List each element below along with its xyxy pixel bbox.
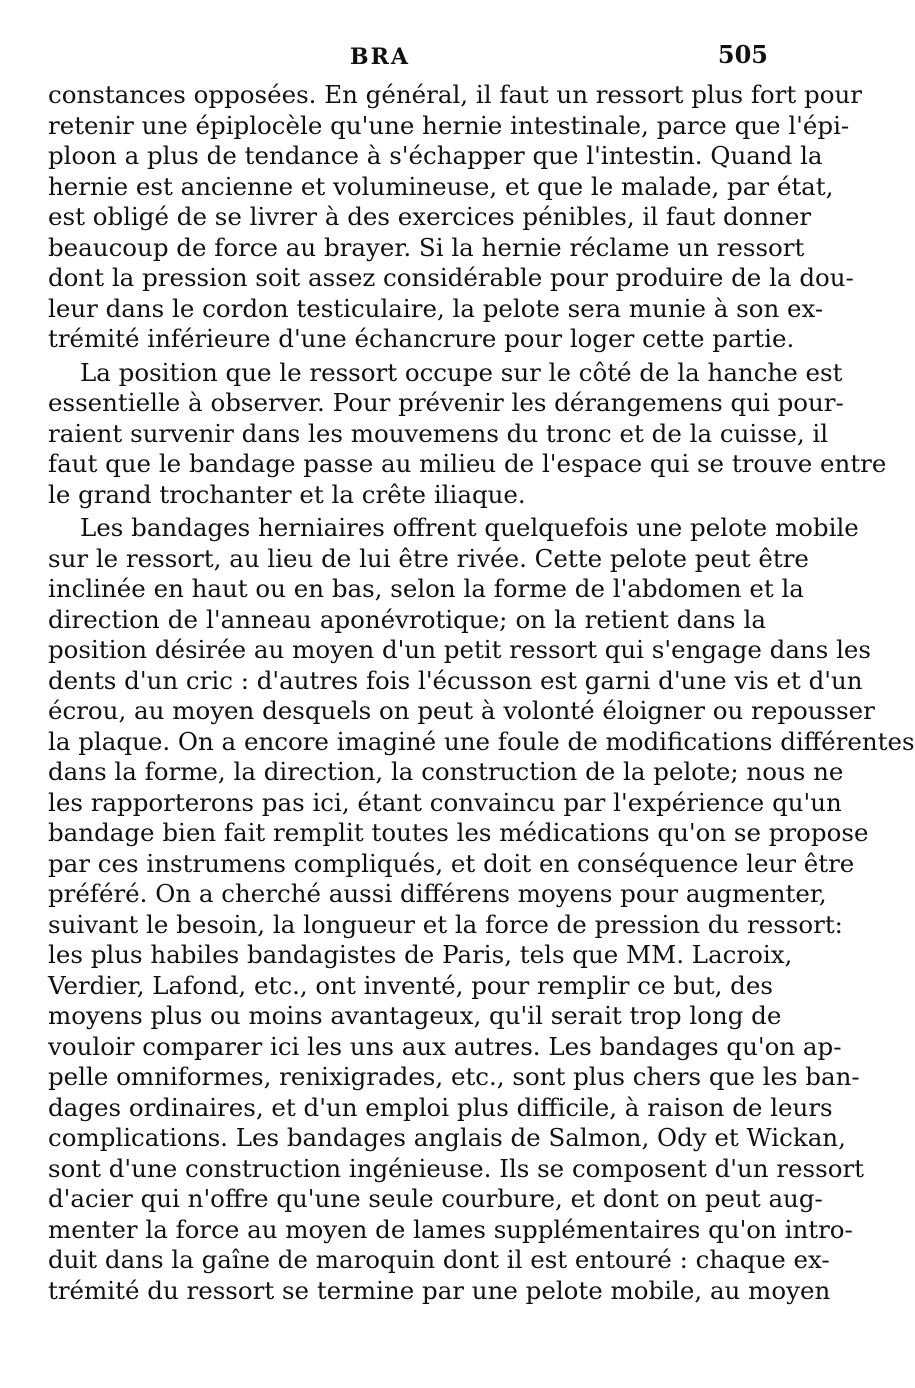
text-line: dents d'un cric : d'autres fois l'écusson est garni d'une vis et d'un bbox=[48, 665, 863, 695]
text-line: constances opposées. En général, il faut un ressort plus fort pour bbox=[48, 80, 862, 109]
paragraph bbox=[48, 80, 862, 355]
page-body bbox=[48, 80, 915, 1306]
page-number: 505 bbox=[717, 40, 768, 69]
text-line: retenir une épiplocèle qu'une hernie intestinale, parce que l'épi- bbox=[48, 110, 850, 140]
text-line: ploon a plus de tendance à s'échapper que l'intestin. Quand la bbox=[48, 141, 823, 170]
text-line: la plaque. On a encore imaginé une foule de modifications différentes bbox=[48, 726, 915, 756]
text-line: dages ordinaires, et d'un emploi plus difficile, à raison de leurs bbox=[48, 1092, 833, 1122]
text-line: sur le ressort, au lieu de lui être rivée. Cette pelote peut être bbox=[48, 543, 809, 573]
text-line: moyens plus ou moins avantageux, qu'il serait trop long de bbox=[48, 1001, 782, 1030]
text-line: pelle omniformes, renixigrades, etc., sont plus chers que les ban- bbox=[48, 1062, 860, 1091]
text-line: les plus habiles bandagistes de Paris, tels que MM. Lacroix, bbox=[48, 940, 793, 969]
text-line: trémité inférieure d'une échancrure pour loger cette partie. bbox=[48, 324, 795, 353]
text-line: raient survenir dans les mouvemens du tronc et de la cuisse, il bbox=[48, 418, 829, 448]
text-line: préféré. On a cherché aussi différens moyens pour augmenter, bbox=[48, 879, 827, 908]
text-line: duit dans la gaîne de maroquin dont il est entouré : chaque ex- bbox=[48, 1245, 830, 1274]
text-line: d'acier qui n'offre qu'une seule courbure, et dont on peut aug- bbox=[48, 1184, 823, 1213]
text-line: le grand trochanter et la crête iliaque. bbox=[48, 479, 526, 509]
text-line: dont la pression soit assez considérable pour produire de la dou- bbox=[48, 263, 854, 292]
text-line: Verdier, Lafond, etc., ont inventé, pour remplir ce but, des bbox=[48, 970, 773, 1000]
text-line: direction de l'anneau aponévrotique; on la retient dans la bbox=[48, 604, 766, 634]
paragraph bbox=[48, 357, 887, 511]
text-line: écrou, au moyen desquels on peut à volonté éloigner ou repousser bbox=[48, 696, 875, 725]
text-line: hernie est ancienne et volumineuse, et que le malade, par état, bbox=[48, 171, 834, 201]
text-line: position désirée au moyen d'un petit ressort qui s'engage dans les bbox=[48, 635, 871, 664]
paragraph bbox=[48, 513, 915, 1306]
text-line: La position que le ressort occupe sur le côté de la hanche est bbox=[80, 357, 843, 387]
text-line: beaucoup de force au brayer. Si la hernie réclame un ressort bbox=[48, 232, 805, 262]
page-header bbox=[0, 40, 800, 70]
text-line: suivant le besoin, la longueur et la force de pression du ressort: bbox=[48, 909, 843, 939]
text-line: est obligé de se livrer à des exercices pénibles, il faut donner bbox=[48, 202, 812, 231]
text-line: trémité du ressort se termine par une pelote mobile, au moyen bbox=[48, 1275, 831, 1305]
text-line: bandage bien fait remplit toutes les médications qu'on se propose bbox=[48, 818, 869, 847]
text-line: sont d'une construction ingénieuse. Ils se composent d'un ressort bbox=[48, 1153, 865, 1183]
text-line: menter la force au moyen de lames supplémentaires qu'on intro- bbox=[48, 1214, 853, 1244]
text-line: inclinée en haut ou en bas, selon la forme de l'abdomen et la bbox=[48, 574, 804, 603]
text-line: complications. Les bandages anglais de Salmon, Ody et Wickan, bbox=[48, 1123, 846, 1152]
text-line: faut que le bandage passe au milieu de l'espace qui se trouve entre bbox=[48, 449, 887, 478]
running-head: BRA bbox=[350, 44, 410, 70]
text-line: leur dans le cordon testiculaire, la pelote sera munie à son ex- bbox=[48, 293, 824, 323]
text-line: dans la forme, la direction, la construction de la pelote; nous ne bbox=[48, 757, 844, 786]
text-line: essentielle à observer. Pour prévenir les dérangemens qui pour- bbox=[48, 388, 844, 417]
text-line: par ces instrumens compliqués, et doit en conséquence leur être bbox=[48, 848, 855, 878]
text-line: vouloir comparer ici les uns aux autres. Les bandages qu'on ap- bbox=[48, 1031, 842, 1061]
text-line: Les bandages herniaires offrent quelquefois une pelote mobile bbox=[80, 513, 859, 542]
text-line: les rapporterons pas ici, étant convaincu par l'expérience qu'un bbox=[48, 787, 842, 817]
